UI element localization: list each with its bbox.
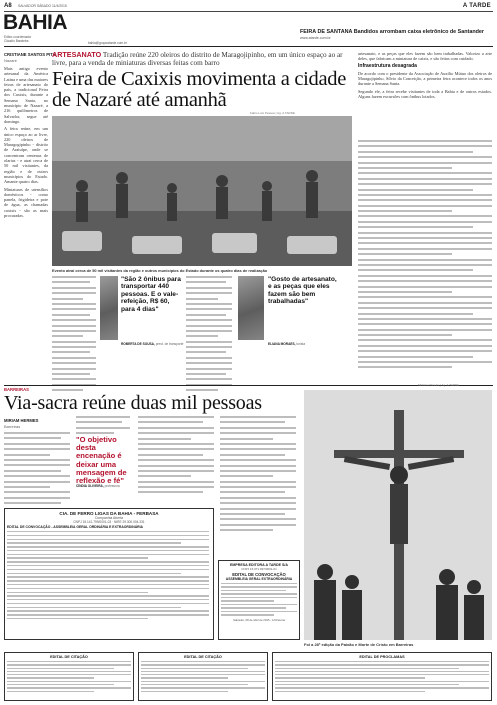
article2-pull-quote-credit <box>76 484 136 488</box>
ad2-ids: CNPJ 15.071.997/0001-01 <box>241 567 277 571</box>
article2-body-col4 <box>220 416 296 535</box>
header-rule <box>4 11 493 12</box>
right-subhead: Infraestrutura desagrada <box>358 62 417 69</box>
ad1-body <box>7 531 209 619</box>
teaser-text: FEIRA DE SANTANA Bandidos arrombam caixa eletrônico de Santander <box>300 29 485 35</box>
bottom-ad-3 <box>272 652 492 701</box>
right-paragraph-1: artesanato, e as peças que eles fazem são bem trabalhadas. Valorizo a arte deles, que fabricam a miniatura de caixis, e são feitas com cuidado. <box>358 51 492 62</box>
article1-kicker: ARTESANATO <box>52 50 102 59</box>
article2-photo-caption: Foi a 28ª edição da Paixão e Morte de Cristo em Barreiras <box>304 642 414 647</box>
quote-2-author: ELIANA MORAES, <box>268 342 296 346</box>
quote-1-role: prest. de transporte <box>155 342 184 346</box>
article2-byline: MIRIAM HERMES <box>4 418 39 423</box>
editor-name: Cláudio Bandeira <box>4 39 29 43</box>
ad2-subheading: ASSEMBLEIA GERAL EXTRAORDINÁRIA <box>225 577 293 581</box>
left-column-text <box>4 66 48 400</box>
quote-2-role: turista <box>296 342 306 346</box>
article1-headline: Feira de Caxixis movimenta a cidade de Nazaré até amanhã <box>52 68 347 111</box>
teaser-url: www.atarde.com.br <box>300 36 331 41</box>
bottom-ad-2-body <box>141 661 265 692</box>
page-date: SALVADOR SÁBADO 11/4/2015 <box>18 4 67 8</box>
via-sacra-image <box>304 390 492 640</box>
ad1-heading: EDITAL DE CONVOCAÇÃO - ASSEMBLEIA GERAL ORDINÁRIA E EXTRAORDINÁRIA <box>7 525 144 529</box>
article1-photo-caption: Evento atrai cerca de 50 mil visitantes da região e outros municípios do Estado durante os quatro dias de realização <box>52 268 268 273</box>
bottom-ad-2-title: EDITAL DE CITAÇÃO <box>184 655 222 659</box>
ad2-heading: EDITAL DE CONVOCAÇÃO <box>232 572 286 577</box>
section-email[interactable]: bahia@grupoatarde.com.br <box>88 41 127 45</box>
article1-body-col1 <box>52 276 96 395</box>
quote-1-text: "São 2 ônibus para transportar 440 pessoas. E o vale-refeição, R$ 60, para 4 dias" <box>121 276 181 313</box>
quote-box-1 <box>100 276 184 354</box>
article2-section: BARREIRAS <box>4 387 29 392</box>
article2-top-credit: Mirtônio Pereira | Ag. A TARDE <box>418 383 460 387</box>
bottom-ad-1-body <box>7 661 131 692</box>
bottom-ad-3-body <box>275 661 489 692</box>
ad1-ids: CNPJ 15.141.799/0001-03 · NIRE 29.300.004.331 <box>73 520 145 524</box>
article2-headline: Via-sacra reúne duas mil pessoas <box>4 392 262 414</box>
article2-body-col3 <box>138 416 214 497</box>
quote-2-portrait <box>238 276 264 340</box>
ad2-title: EMPRESA EDITORA A TARDE S/A <box>229 563 289 567</box>
article2-photo <box>304 390 492 640</box>
page-number: A8 <box>4 3 12 9</box>
article2-body-col1 <box>4 432 70 507</box>
bottom-ad-2 <box>138 652 268 701</box>
left-paragraph-2: A feira reúne, em um único espaço ao ar livre, 220 oleiros de Maragogipinho - distrito de Aratuípe, onde se concentram centenas de olarias - e atrai cerca de 50 mil visitantes, da região e de outros municípios do Estado. Amante quatro dias. <box>4 126 48 185</box>
bottom-ad-1-title: EDITAL DE CITAÇÃO <box>50 655 88 659</box>
left-byline-location: Nazaré <box>4 58 17 63</box>
left-byline: CRISTIANE SANTOS PITA <box>4 52 56 57</box>
bottom-ad-1 <box>4 652 134 701</box>
article1-photo-credit: Fabio Luís Pessoa | Ag. A TARDE <box>250 111 295 115</box>
left-paragraph-3: Miniaturas de utensílios domésticos - como panela, frigideira e pote de água, as chamadas caxixis - são as mais procuradas. <box>4 186 48 219</box>
quote-1-portrait <box>100 276 118 340</box>
right-paragraph-2: De acordo com o presidente da Associação de Auxílio Mútuo dos oleiros de Maragojipinho, Sílvio da Conceição, a primeira feira acontece todos os anos durante a Semana Santa. <box>358 70 492 87</box>
article1-body-col3 <box>186 276 232 395</box>
quote-2-text: "Gosto de artesanato, e as peças que eles fazem são bem trabalhadas" <box>268 276 337 306</box>
ad1-title: CIA. DE FERRO LIGAS DA BAHIA - FERBASA <box>59 511 159 516</box>
right-paragraph-3: Segundo ele, a feira recebe visitantes de toda a Bahia e de outros estados. Alguns fazem excursões com ônibus lotados. <box>358 88 492 100</box>
legal-ad-a-tarde <box>218 560 300 640</box>
ad1-subtitle: Companhia Aberta <box>94 516 124 520</box>
market-crowd-image <box>52 116 352 266</box>
quote-box-2 <box>238 276 348 354</box>
article2-pull-quote: "O objetivo desta encenação é deixar uma mensagem de reflexão e fé" <box>76 435 127 486</box>
brand-logo: A TARDE <box>462 3 491 9</box>
quote-1-author: ROBERTA DE SOUSA, <box>121 342 155 346</box>
header-bottom-rule <box>4 46 493 47</box>
quote-2-author-line <box>268 342 346 346</box>
ad2-body <box>221 583 297 616</box>
ad2-footer: Salvador, 08 de abril de 2015 - A Diretoria <box>233 617 285 622</box>
article1-photo <box>52 116 352 266</box>
pull-quote-role: professora <box>104 484 120 488</box>
quote-1-author-line <box>121 342 186 346</box>
editor-label: Editor-coordenador <box>4 35 32 39</box>
legal-ad-ferbasa <box>4 508 214 640</box>
article1-dek: Tradição reúne 220 oleiros do distrito de Maragojipinho, em um único espaço ao ar livre, para a venda de miniaturas diversas feitas com barro <box>52 51 343 68</box>
right-column-more-text <box>358 140 492 372</box>
section-title: BAHIA <box>3 11 67 34</box>
article2-byline-location: Barreiras <box>4 424 21 429</box>
left-paragraph-1: Mais antigo evento artesanal da América Latina e uma das maiores feiras de artesanato do país, a tradicional Feira dos Caxixis, durante a Semana Santa, no município de Nazaré, a 216 quilômetros de Salvador, segue até domingo. <box>4 66 48 124</box>
pull-quote-author: CÍNDIA OLIVEIRA, <box>76 484 104 488</box>
header-teaser[interactable] <box>300 29 492 42</box>
bottom-ad-3-title: EDITAL DE PROCLAMAS <box>359 655 405 659</box>
article1-dek-block <box>52 51 352 67</box>
